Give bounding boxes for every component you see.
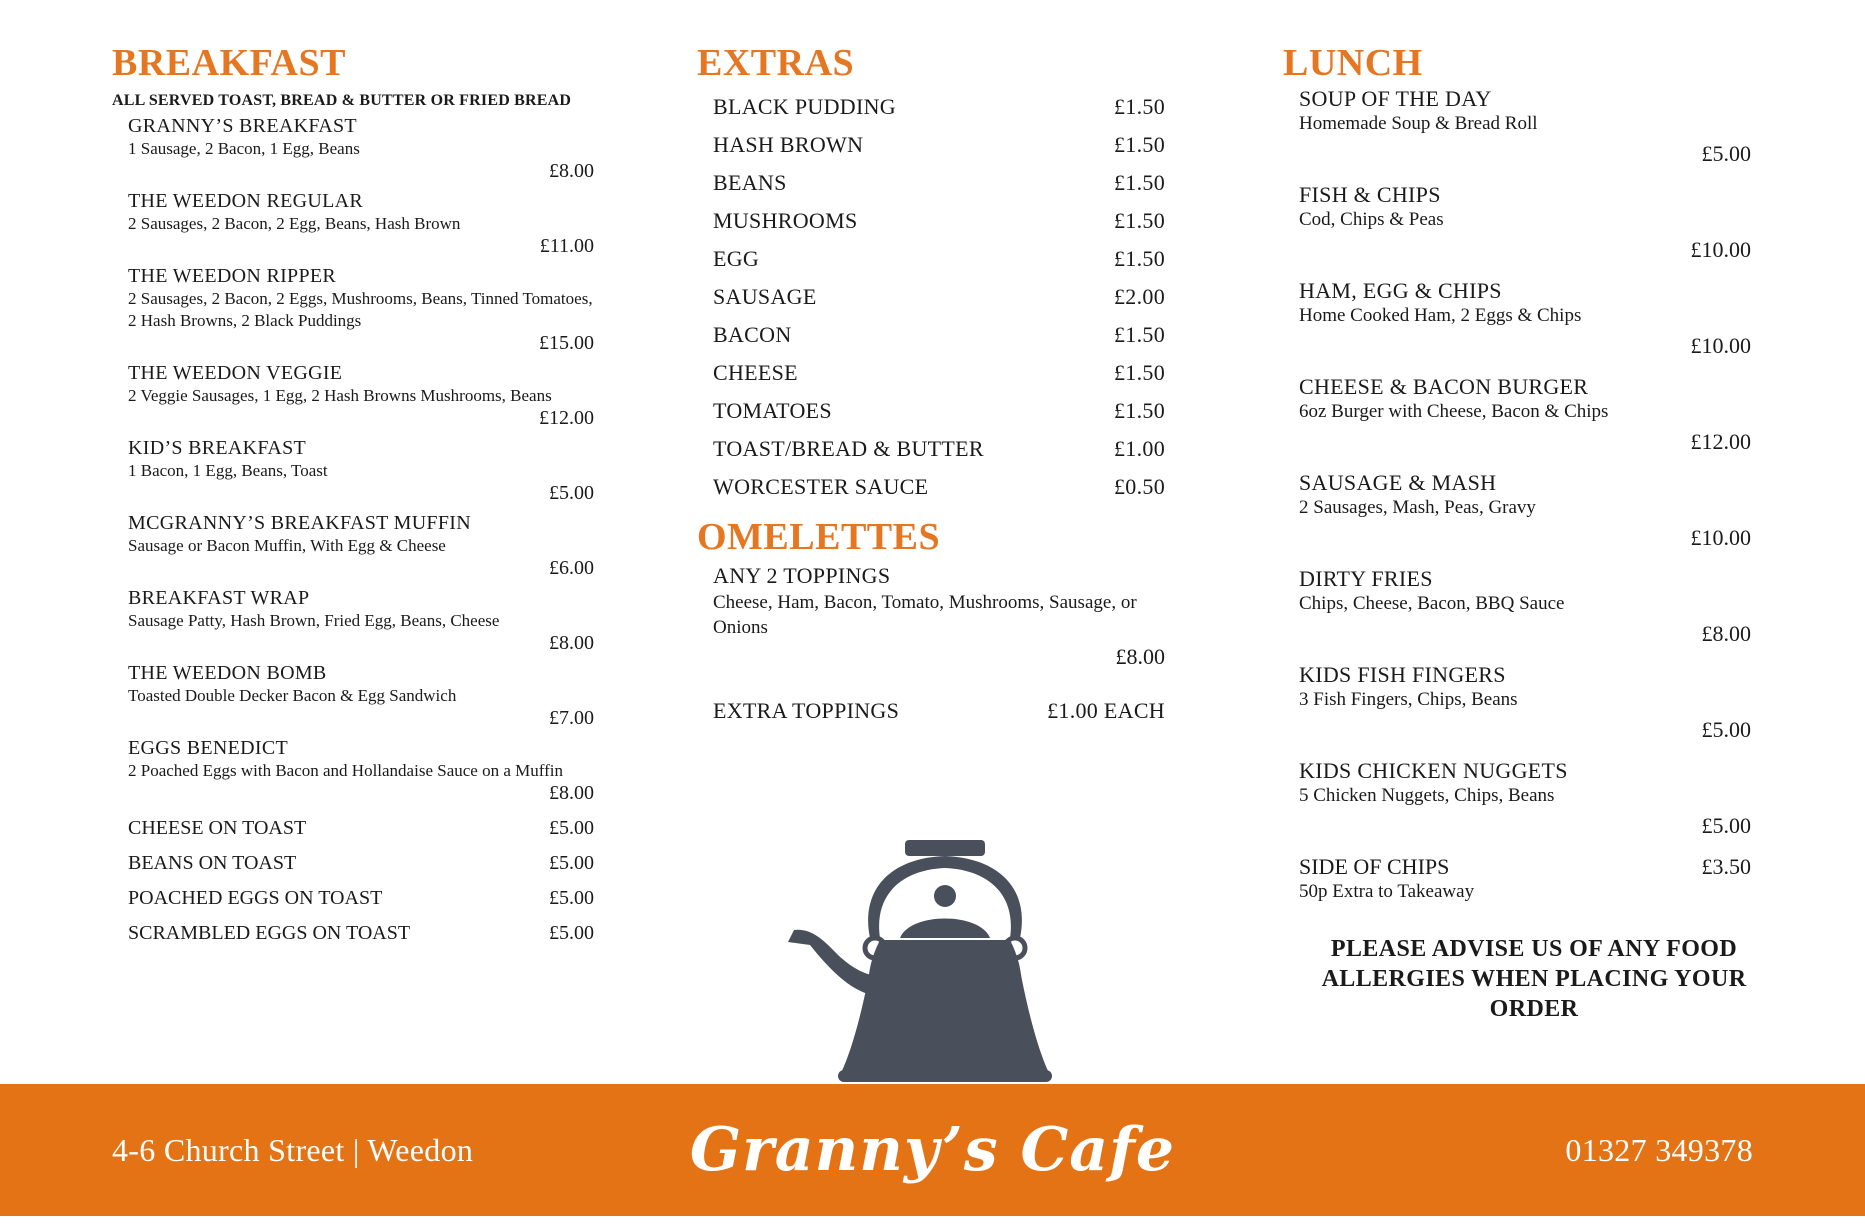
extra-item [713, 468, 1165, 506]
item-name: MUSHROOMS [713, 208, 858, 233]
item-name: KIDS CHICKEN NUGGETS [1299, 758, 1568, 783]
extra-item [713, 316, 1165, 354]
menu-item [128, 436, 594, 504]
item-price: £8.00 [1701, 621, 1751, 646]
footer-bar [0, 1084, 1865, 1216]
item-name: CHEESE ON TOAST [128, 817, 307, 839]
item-name: KID’S BREAKFAST [128, 437, 307, 459]
item-desc: 1 Sausage, 2 Bacon, 1 Egg, Beans [128, 139, 360, 158]
menu-item [128, 361, 594, 429]
item-name: BACON [713, 322, 792, 347]
item-price: £5.00 [1701, 717, 1751, 742]
item-name: SOUP OF THE DAY [1299, 86, 1492, 111]
item-name: POACHED EGGS ON TOAST [128, 887, 383, 909]
address: 4-6 Church Street | Weedon [112, 1131, 474, 1168]
menu-item [128, 661, 594, 729]
item-price: £1.00 [1114, 436, 1165, 461]
item-name: TOMATOES [713, 398, 832, 423]
item-price: £7.00 [549, 707, 594, 729]
item-name: KIDS FISH FINGERS [1299, 662, 1506, 687]
omelette-item [713, 562, 1165, 724]
item-desc: Sausage or Bacon Muffin, With Egg & Cheese [128, 536, 446, 555]
item-desc: 2 Veggie Sausages, 1 Egg, 2 Hash Browns Mushrooms, Beans [128, 386, 552, 405]
item-desc: Cheese, Ham, Bacon, Tomato, Mushrooms, Sausage, or Onions [713, 592, 1137, 638]
item-desc: Homemade Soup & Bread Roll [1299, 113, 1538, 134]
item-name: THE WEEDON RIPPER [128, 265, 337, 287]
lunch-section [1283, 40, 1763, 1024]
item-price: £5.00 [549, 852, 594, 874]
breakfast-section [112, 40, 592, 951]
item-name: WORCESTER SAUCE [713, 474, 929, 499]
item-price: £1.50 [1114, 398, 1165, 423]
menu-item-simple [128, 811, 594, 846]
menu-item [1299, 758, 1751, 844]
item-desc: 2 Sausages, 2 Bacon, 2 Eggs, Mushrooms, Beans, Tinned Tomatoes, 2 Hash Browns, 2 Black Puddings [128, 289, 593, 330]
extra-item [713, 354, 1165, 392]
item-desc: Toasted Double Decker Bacon & Egg Sandwich [128, 686, 457, 705]
item-name: ANY 2 TOPPINGS [713, 563, 891, 588]
item-name: HAM, EGG & CHIPS [1299, 278, 1502, 303]
item-price: £12.00 [539, 407, 594, 429]
item-price: £6.00 [549, 557, 594, 579]
extra-item [713, 430, 1165, 468]
extras-heading: EXTRAS [697, 42, 855, 84]
item-name: BLACK PUDDING [713, 94, 896, 119]
item-price: £10.00 [1690, 525, 1751, 550]
menu-item-simple [128, 846, 594, 881]
menu-item [128, 586, 594, 654]
item-name: EGG [713, 246, 760, 271]
extra-item [713, 164, 1165, 202]
item-price: £5.00 [1701, 141, 1751, 166]
item-price: £2.00 [1114, 284, 1165, 309]
item-desc: 5 Chicken Nuggets, Chips, Beans [1299, 785, 1555, 806]
item-name: CHEESE [713, 360, 798, 385]
item-price: £5.00 [549, 817, 594, 839]
menu-item [1299, 374, 1751, 460]
menu-item-side [1299, 854, 1751, 904]
menu-item-simple [128, 881, 594, 916]
allergy-notice: PLEASE ADVISE US OF ANY FOOD ALLERGIES WHEN PLACING YOUR ORDER [1321, 936, 1747, 1022]
item-name: HASH BROWN [713, 132, 864, 157]
menu-item [128, 511, 594, 579]
item-price: £12.00 [1690, 429, 1751, 454]
item-name: THE WEEDON VEGGIE [128, 362, 343, 384]
brand-logo: Granny’s Cafe [689, 1115, 1176, 1185]
item-name: SAUSAGE [713, 284, 817, 309]
item-name: SIDE OF CHIPS [1299, 854, 1450, 879]
item-name: SCRAMBLED EGGS ON TOAST [128, 922, 411, 944]
breakfast-note: ALL SERVED TOAST, BREAD & BUTTER OR FRIED BREAD [112, 92, 572, 109]
item-name: CHEESE & BACON BURGER [1299, 374, 1589, 399]
item-desc: 2 Sausages, Mash, Peas, Gravy [1299, 497, 1536, 518]
item-name: SAUSAGE & MASH [1299, 470, 1497, 495]
menu-item [1299, 662, 1751, 748]
item-price: £5.00 [549, 887, 594, 909]
item-name: THE WEEDON BOMB [128, 662, 327, 684]
menu-item [128, 736, 594, 804]
item-name: FISH & CHIPS [1299, 182, 1441, 207]
item-desc: Cod, Chips & Peas [1299, 209, 1444, 230]
item-price: £8.00 [549, 632, 594, 654]
menu-item-simple [128, 916, 594, 951]
item-price: £11.00 [539, 235, 594, 257]
extra-item [713, 88, 1165, 126]
menu-item [1299, 566, 1751, 652]
item-price: £1.50 [1114, 246, 1165, 271]
item-price: £5.00 [549, 922, 594, 944]
item-desc: 6oz Burger with Cheese, Bacon & Chips [1299, 401, 1609, 422]
menu-item [1299, 86, 1751, 172]
item-price: £1.00 EACH [1047, 698, 1165, 723]
item-price: £15.00 [539, 332, 594, 354]
item-desc: 1 Bacon, 1 Egg, Beans, Toast [128, 461, 328, 480]
extra-item [713, 278, 1165, 316]
item-name: THE WEEDON REGULAR [128, 190, 363, 212]
extra-item [713, 392, 1165, 430]
item-price: £3.50 [1701, 854, 1751, 879]
extra-item [713, 240, 1165, 278]
menu-item [128, 189, 594, 257]
item-name: DIRTY FRIES [1299, 566, 1433, 591]
item-price: £1.50 [1114, 208, 1165, 233]
item-price: £1.50 [1114, 322, 1165, 347]
item-price: £8.00 [1115, 644, 1165, 669]
menu-item [128, 114, 594, 182]
item-name: GRANNY’S BREAKFAST [128, 115, 357, 137]
item-price: £1.50 [1114, 170, 1165, 195]
extra-item [713, 202, 1165, 240]
kettle-icon [740, 820, 1120, 1090]
omelettes-heading: OMELETTES [697, 516, 941, 558]
item-price: £10.00 [1690, 237, 1751, 262]
item-name: TOAST/BREAD & BUTTER [713, 436, 984, 461]
item-desc: 3 Fish Fingers, Chips, Beans [1299, 689, 1518, 710]
phone-number: 01327 349378 [1565, 1131, 1753, 1168]
item-name: BEANS [713, 170, 787, 195]
item-price: £1.50 [1114, 360, 1165, 385]
side-row [1299, 854, 1751, 880]
breakfast-heading: BREAKFAST [112, 42, 346, 84]
item-desc: 2 Poached Eggs with Bacon and Hollandaise Sauce on a Muffin [128, 761, 563, 780]
menu-item [1299, 278, 1751, 364]
extra-item [713, 126, 1165, 164]
item-name: BEANS ON TOAST [128, 852, 297, 874]
item-price: £10.00 [1690, 333, 1751, 358]
item-desc: 2 Sausages, 2 Bacon, 2 Egg, Beans, Hash Brown [128, 214, 461, 233]
item-desc: Home Cooked Ham, 2 Eggs & Chips [1299, 305, 1582, 326]
menu-item [1299, 470, 1751, 556]
item-price: £1.50 [1114, 132, 1165, 157]
item-name: MCGRANNY’S BREAKFAST MUFFIN [128, 512, 471, 534]
lunch-list [1299, 86, 1751, 904]
item-desc: 50p Extra to Takeaway [1299, 881, 1475, 902]
item-price: £0.50 [1114, 474, 1165, 499]
item-price: £5.00 [549, 482, 594, 504]
item-desc: Sausage Patty, Hash Brown, Fried Egg, Beans, Cheese [128, 611, 500, 630]
item-name: EGGS BENEDICT [128, 737, 289, 759]
item-price: £1.50 [1114, 94, 1165, 119]
item-name: EXTRA TOPPINGS [713, 698, 900, 723]
item-name: BREAKFAST WRAP [128, 587, 310, 609]
extras-list [713, 88, 1165, 506]
menu-item [128, 264, 594, 354]
extras-section [697, 40, 1177, 724]
item-desc: Chips, Cheese, Bacon, BBQ Sauce [1299, 593, 1565, 614]
lunch-heading: LUNCH [1283, 42, 1423, 84]
extra-toppings [713, 698, 1165, 724]
item-price: £8.00 [549, 782, 594, 804]
breakfast-list [128, 114, 594, 951]
item-price: £5.00 [1701, 813, 1751, 838]
item-price: £8.00 [549, 160, 594, 182]
menu-item [1299, 182, 1751, 268]
